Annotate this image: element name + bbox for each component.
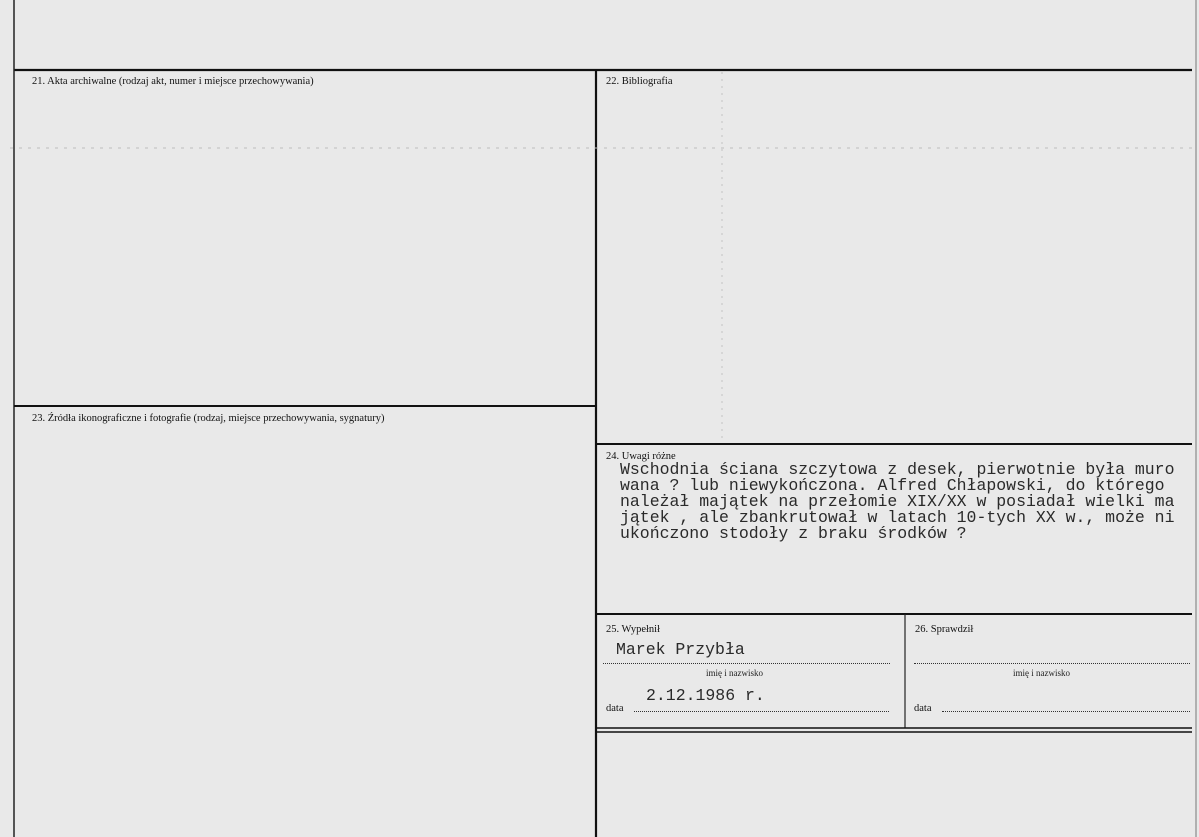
section-24-label: 24. Uwagi różne <box>606 451 676 462</box>
section-26-label: 26. Sprawdził <box>915 624 974 635</box>
filled-by-name[interactable]: Marek Przybła <box>616 640 745 659</box>
remarks-line-3: należał majątek na przełomie XIX/XX w posiadał wielki ma <box>620 492 1175 511</box>
remarks-line-4: jątek , ale zbankrutował w latach 10-tych XX w., może ni <box>620 508 1175 527</box>
filled-by-name-caption: imię i nazwisko <box>706 668 763 678</box>
remarks-line-1: Wschodnia ściana szczytowa z desek, pierwotnie była muro <box>620 460 1175 479</box>
checked-by-name-line <box>914 663 1190 664</box>
checked-by-date-label: data <box>914 703 932 714</box>
checked-by-name-caption: imię i nazwisko <box>1013 668 1070 678</box>
section-21-label: 21. Akta archiwalne (rodzaj akt, numer i miejsce przechowywania) <box>32 76 314 87</box>
section-25-label: 25. Wypełnił <box>606 624 661 635</box>
filled-by-date-line <box>634 711 889 712</box>
filled-by-name-line <box>603 663 890 664</box>
filled-by-date[interactable]: 2.12.1986 r. <box>646 686 765 705</box>
filled-by-date-label: data <box>606 703 624 714</box>
remarks-line-5: ukończono stodoły z braku środków ? <box>620 524 967 543</box>
remarks-line-2: wana ? lub niewykończona. Alfred Chłapowski, do którego <box>620 476 1165 495</box>
checked-by-date-line <box>942 711 1190 712</box>
section-22-label: 22. Bibliografia <box>606 76 673 87</box>
section-23-label: 23. Źródła ikonograficzne i fotografie (rodzaj, miejsce przechowywania, sygnatury) <box>32 413 385 424</box>
